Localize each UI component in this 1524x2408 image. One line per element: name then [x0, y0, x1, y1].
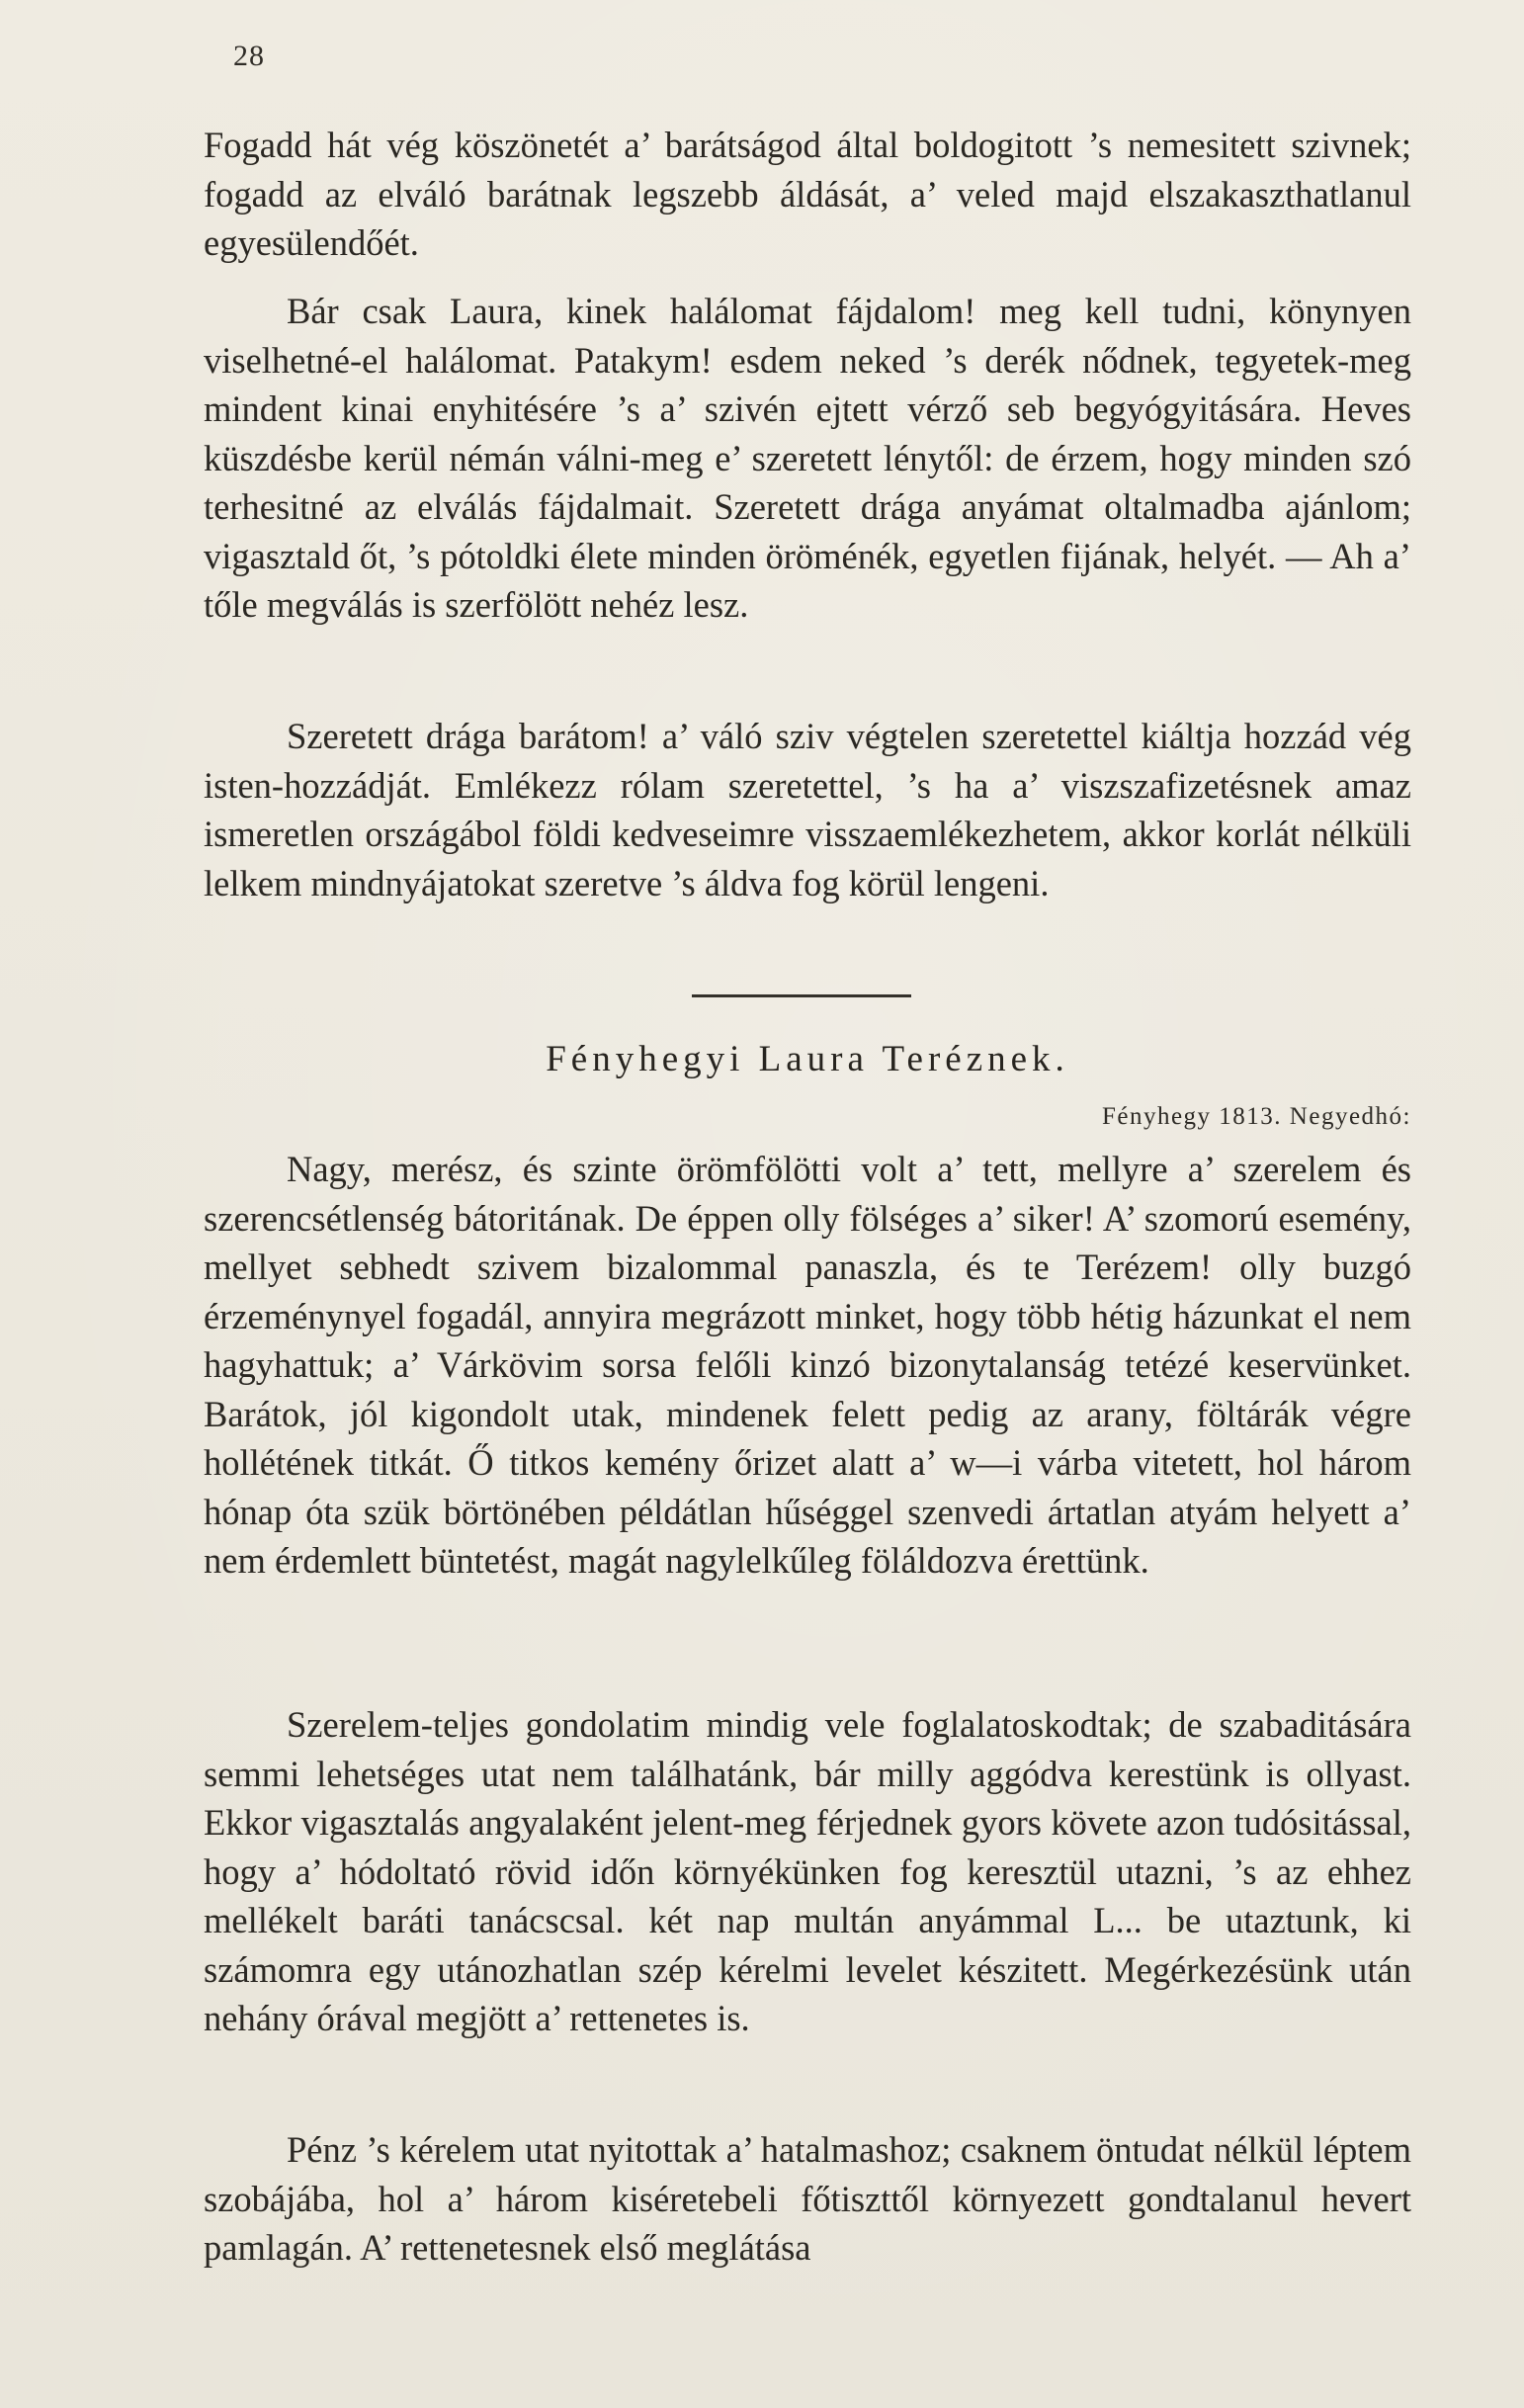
letter2-opening-paragraph	[204, 1145, 1411, 1586]
letter2-third-paragraph	[204, 2125, 1411, 2273]
letter1-closing-paragraph	[204, 121, 1411, 268]
letter-heading: Fényhegyi Laura Teréznek.	[546, 1039, 1069, 1079]
section-divider	[692, 994, 911, 997]
paragraph: Bár csak Laura, kinek halálomat fájdalom! meg kell tudni, könynyen viselhetné-el halálomat. Patakym! esdem neked ’s derék nődnek, tegyetek-meg mindent kinai enyhitésére ’s a’ szivén ejtett vérző seb begyógyitására. Heves küszdésbe kerül némán válni-meg e’ szeretett lénytől: de érzem, hogy minden szó terhesitné az elválás fájdalmait. Szeretett drága anyámat oltalmadba ajánlom; vigasztald őt, ’s pótoldki élete minden öröménék, egyetlen fijának, helyét. — Ah a’ tőle megválás is szerfölött nehéz lesz.	[204, 291, 1411, 625]
paragraph: Szerelem-teljes gondolatim mindig vele foglalatoskodtak; de szabaditására semmi lehetséges utat nem találhatánk, bár milly aggódva kerestünk is ollyast. Ekkor vigasztalás angyalaként jelent-meg férjednek gyors követe azon tudósitással, hogy a’ hódoltató rövid időn környékünken fog keresztül utazni, ’s az ehhez mellékelt baráti tanácscsal. két nap multán anyámmal L... be utaztunk, ki számomra egy utánozhatlan szép kérelmi levelet készitett. Megérkezésünk után nehány órával megjött a’ rettenetes is.	[204, 1704, 1411, 2038]
letter1-paragraph-laura	[204, 287, 1411, 630]
letter1-farewell-paragraph	[204, 712, 1411, 907]
letter-dateline: Fényhegy 1813. Negyedhó:	[1101, 1103, 1411, 1130]
paragraph: Nagy, merész, és szinte örömfölötti volt a’ tett, mellyre a’ szerelem és szerencsétlenség bátoritának. De éppen olly fölséges a’ siker! A’ szomorú esemény, mellyet sebhedt szivem bizalommal panaszla, és te Terézem! olly buzgó érzeménynyel fogadál, annyira megrázott minket, hogy több hétig házunkat el nem hagyhattuk; a’ Várkövim sorsa felőli kinzó bizonytalanság tetézé keservünket. Barátok, jól kigondolt utak, mindenek felett pedig az arany, föltárák végre hollétének titkát. Ő titkos kemény őrizet alatt a’ w—i várba vitetett, hol három hónap óta szük börtönében példátlan hűséggel szenvedi ártatlan atyám helyett a’ nem érdemlett büntetést, magát nagylelkűleg föláldozva érettünk.	[204, 1149, 1411, 1581]
paragraph: Fogadd hát vég köszönetét a’ barátságod által boldogitott ’s nemesitett szivnek; fogadd az elváló barátnak legszebb áldását, a’ veled majd elszakaszthatlanul egyesülendőét.	[204, 125, 1411, 263]
paragraph: Pénz ’s kérelem utat nyitottak a’ hatalmashoz; csaknem öntudat nélkül léptem szobájába, hol a’ három kiséretebeli főtiszttől környezett gondtalanul hevert pamlagán. A’ rettenetesnek első meglátása	[204, 2129, 1411, 2268]
letter2-second-paragraph	[204, 1700, 1411, 2043]
paragraph: Szeretett drága barátom! a’ váló sziv végtelen szeretettel kiáltja hozzád vég isten-hozzádját. Emlékezz rólam szeretettel, ’s ha a’ viszszafizetésnek amaz ismeretlen országábol földi kedveseimre visszaemlékezhetem, akkor korlát nélküli lelkem mindnyájatokat szeretve ’s áldva fog körül lengeni.	[204, 716, 1411, 903]
page-number: 28	[233, 40, 265, 72]
